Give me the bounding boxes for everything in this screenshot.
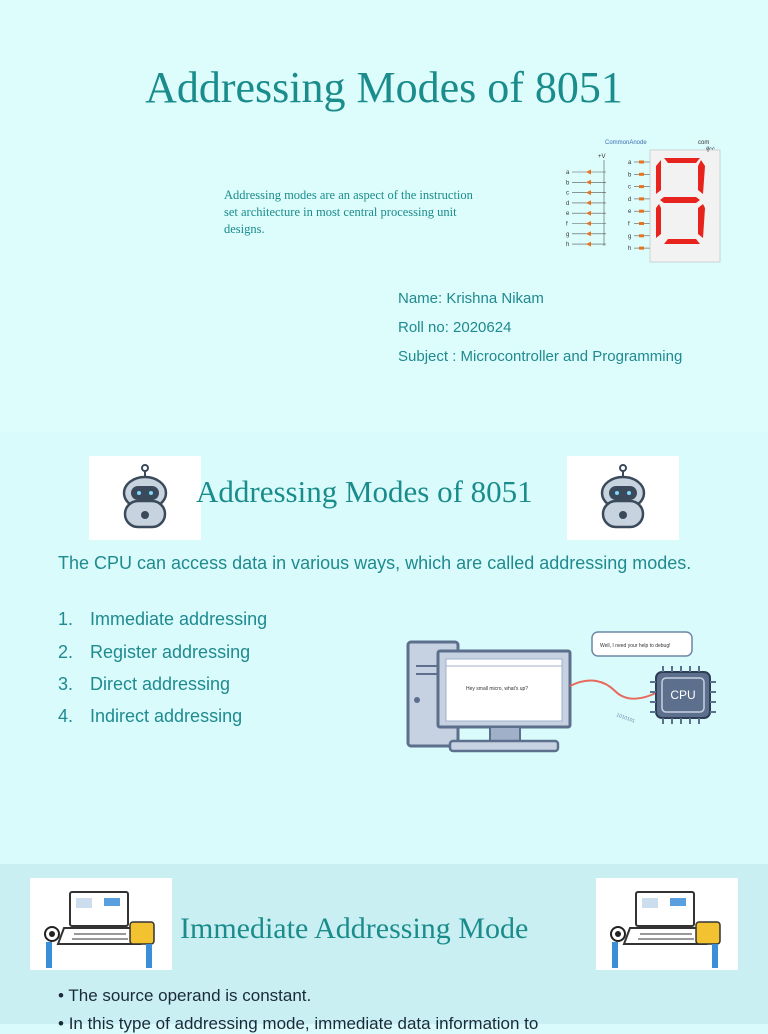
list-item-number: 1. — [58, 609, 74, 629]
resistor-icon — [639, 234, 644, 237]
left-pin-label: g — [566, 231, 570, 238]
diagram-header: CommonAnode — [605, 140, 647, 146]
list-item-label: Immediate addressing — [90, 609, 268, 629]
left-pin-label: a — [566, 170, 570, 176]
segment-d — [664, 239, 700, 244]
robot-icon — [89, 456, 201, 540]
robot-icon — [567, 456, 679, 540]
roll-line: Roll no: 2020624 — [398, 319, 512, 336]
segment-f — [656, 160, 661, 194]
bullet-text: The source operand is constant. — [68, 986, 312, 1005]
left-pin-group — [566, 160, 606, 248]
diagram-plus-v: +V — [598, 154, 606, 160]
led-arrow-icon — [586, 231, 591, 236]
slide-1-title: Addressing Modes of 8051 — [145, 63, 623, 112]
bullet-item: • In this type of addressing mode, immediate data information to — [58, 1014, 539, 1033]
list-item-number: 4. — [58, 706, 74, 726]
right-pin-label: f — [628, 221, 630, 228]
led-arrow-icon — [586, 200, 591, 205]
right-pin-label: e — [628, 209, 632, 216]
resistor-icon — [639, 161, 644, 164]
left-pin-label: b — [566, 180, 570, 187]
led-arrow-icon — [586, 180, 591, 185]
resistor-icon — [639, 197, 644, 200]
left-pin-label: f — [566, 221, 568, 228]
right-pin-label: g — [628, 233, 632, 240]
list-item — [58, 609, 267, 630]
slide-2-title: Addressing Modes of 8051 — [196, 474, 533, 509]
resistor-icon — [639, 247, 644, 250]
keyboard-icon — [450, 741, 558, 751]
led-arrow-icon — [586, 242, 591, 247]
right-pin-label: d — [628, 196, 632, 203]
left-pin-label: c — [566, 190, 569, 197]
list-item-number: 2. — [58, 642, 74, 662]
resistor-icon — [639, 210, 644, 213]
right-pin-label: h — [628, 246, 632, 253]
list-item — [58, 674, 230, 695]
resistor-icon — [639, 222, 644, 225]
slide-1 — [0, 0, 768, 432]
bullet-text: In this type of addressing mode, immediate data information to — [68, 1014, 539, 1033]
right-pin-group — [628, 160, 650, 252]
computer-cpu-illustration — [400, 626, 730, 776]
segment-a — [664, 158, 700, 163]
slide-1-description: Addressing modes are an aspect of the instruction set architecture in most central processing unit designs. — [224, 188, 473, 236]
left-pin-label: d — [566, 200, 570, 207]
left-pin-label: h — [566, 242, 570, 249]
laptop-icon — [30, 878, 172, 970]
laptop-image-right — [596, 878, 738, 970]
laptop-image-left — [30, 878, 172, 970]
led-arrow-icon — [586, 221, 591, 226]
diagram-com-label: com — [698, 140, 710, 146]
name-line: Name: Krishna Nikam — [398, 290, 544, 307]
slide-3-title: Immediate Addressing Mode — [180, 912, 529, 945]
bubble-text: Well, I need your help to debug! — [600, 643, 671, 649]
subject-line: Subject : Microcontroller and Programming — [398, 348, 683, 365]
list-item-label: Register addressing — [90, 642, 251, 662]
left-pin-label: e — [566, 211, 570, 218]
list-item-number: 3. — [58, 674, 74, 694]
cpu-label: CPU — [670, 688, 696, 702]
slide-2-intro: The CPU can access data in various ways, which are called addressing modes. — [58, 553, 692, 573]
list-item — [58, 706, 242, 727]
right-pin-label: a — [628, 160, 632, 166]
bullet-item: • The source operand is constant. — [58, 986, 312, 1005]
list-item-label: Indirect addressing — [90, 706, 243, 726]
binary-text: 1010101 — [615, 712, 636, 725]
right-pin-label: b — [628, 172, 632, 179]
resistor-icon — [639, 185, 644, 188]
led-arrow-icon — [586, 211, 591, 216]
segment-g — [660, 197, 700, 203]
resistor-icon — [639, 173, 644, 176]
list-item-label: Direct addressing — [90, 674, 231, 694]
robot-image-right — [567, 456, 679, 540]
list-item — [58, 642, 250, 663]
led-arrow-icon — [586, 170, 591, 175]
seven-segment-diagram — [550, 138, 728, 266]
screen-text: Hey small micro, what's up? — [466, 686, 529, 692]
segment-e — [656, 204, 661, 238]
robot-image-left — [89, 456, 201, 540]
laptop-icon — [596, 878, 738, 970]
right-pin-label: c — [628, 184, 631, 191]
led-arrow-icon — [586, 190, 591, 195]
